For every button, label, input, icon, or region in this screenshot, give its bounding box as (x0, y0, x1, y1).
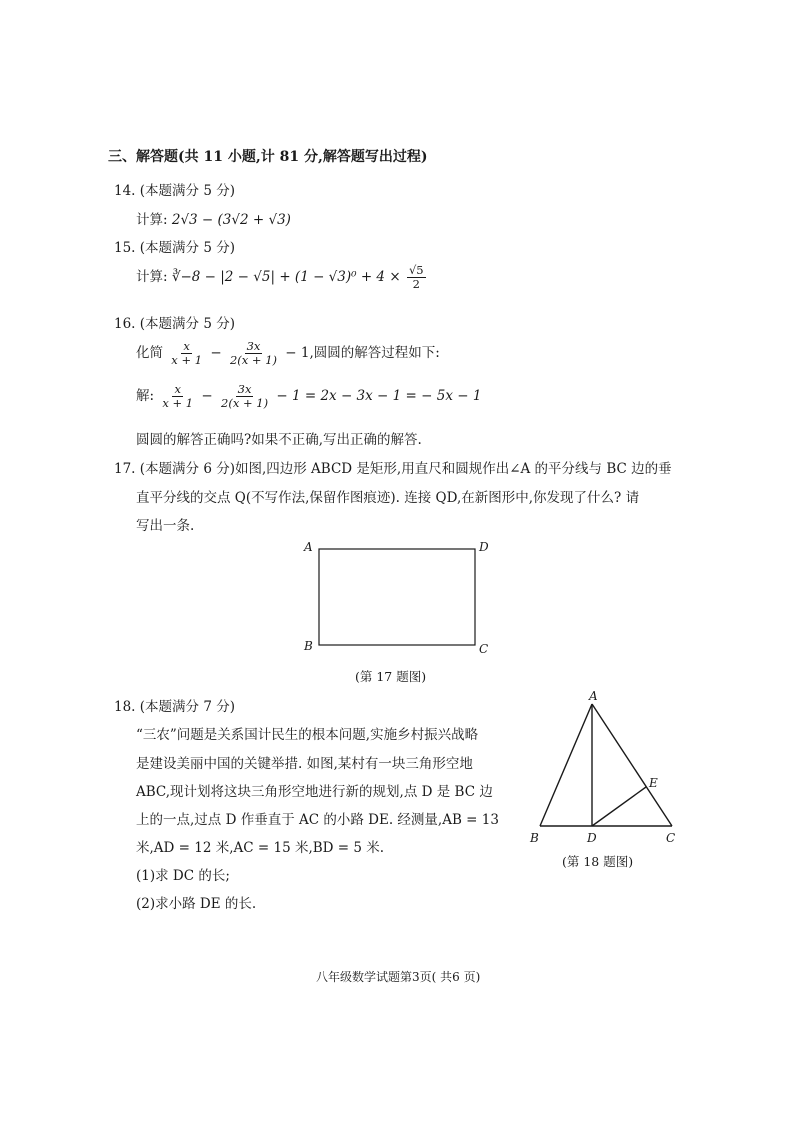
q18-vertex-e: E (649, 776, 658, 790)
q16-s2-denominator: 2(x + 1) (221, 396, 269, 410)
q15-expression-line (136, 264, 428, 291)
q18-line-5: 米,AD = 12 米,AC = 15 米,BD = 5 米. (136, 840, 385, 856)
q17-line-2: 直平分线的交点 Q(不写作法,保留作图痕迹). 连接 QD,在新图形中,你发现了什么? 请 (136, 490, 640, 506)
q16-fraction-1 (169, 340, 204, 367)
q16-tail: − 1,圆圆的解答过程如下: (285, 345, 440, 361)
q16-solution-fraction-1 (160, 383, 195, 410)
q16-s1-denominator: x + 1 (162, 396, 194, 410)
q16-f2-denominator: 2(x + 1) (229, 353, 277, 367)
q18-caption: (第 18 题图) (562, 854, 634, 869)
q16-f2-numerator: 3x (246, 339, 261, 353)
q14-heading: 14. (本题满分 5 分) (114, 183, 235, 199)
q14-expression: 2√3 − (3√2 + √3) (171, 212, 291, 228)
q14-label: 计算: (136, 212, 168, 228)
q16-f1-numerator: x (183, 339, 190, 353)
q17-vertex-b: B (304, 639, 313, 653)
q16-minus: − (210, 345, 222, 361)
q16-f1-denominator: x + 1 (171, 353, 203, 367)
q16-simplify-line (136, 340, 440, 367)
q18-line-4: 上的一点,过点 D 作垂直于 AC 的小路 DE. 经测量,AB = 13 (136, 812, 499, 828)
q15-expression: ∛−8 − |2 − √5| + (1 − √3)⁰ + 4 × (171, 269, 401, 285)
q15-heading: 15. (本题满分 5 分) (114, 240, 235, 256)
q16-solution-label: 解: (136, 388, 155, 404)
q17-vertex-d: D (479, 540, 489, 554)
q17-rectangle-figure (300, 536, 500, 660)
q16-simplify-label: 化简 (136, 345, 163, 361)
q15-label: 计算: (136, 269, 168, 285)
q17-vertex-a: A (304, 540, 313, 554)
q18-side-ac (592, 704, 672, 826)
q18-heading: 18. (本题满分 7 分) (114, 699, 235, 715)
q17-rectangle-abcd (319, 549, 475, 645)
q16-fraction-2 (228, 340, 279, 367)
q18-line-3: ABC,现计划将这块三角形空地进行新的规划,点 D 是 BC 边 (136, 784, 493, 800)
q17-line-3: 写出一条. (136, 518, 195, 534)
q16-solution-fraction-2 (219, 383, 270, 410)
q18-vertex-b: B (530, 831, 539, 845)
q16-solution-minus: − (201, 388, 213, 404)
q16-heading: 16. (本题满分 5 分) (114, 316, 235, 332)
q16-question: 圆圆的解答正确吗?如果不正确,写出正确的解答. (136, 432, 422, 448)
q17-line-1: 17. (本题满分 6 分)如图,四边形 ABCD 是矩形,用直尺和圆规作出∠A 的平分线与 BC 边的垂 (114, 461, 672, 477)
q16-s1-numerator: x (174, 382, 181, 396)
q17-caption: (第 17 题图) (355, 669, 427, 684)
q16-solution-line (136, 383, 481, 410)
q18-vertex-c: C (666, 831, 676, 845)
q15-frac-numerator: √5 (408, 263, 424, 277)
q15-frac-denominator: 2 (412, 277, 420, 291)
q18-vertex-a: A (589, 690, 598, 703)
page-footer: 八年级数学试题第3页( 共6 页) (316, 970, 481, 984)
q16-solution-tail: − 1 = 2x − 3x − 1 = − 5x − 1 (276, 388, 482, 404)
q18-path-de (592, 787, 646, 826)
q15-fraction (407, 264, 426, 291)
q16-s2-numerator: 3x (237, 382, 252, 396)
q14-expression-line (136, 208, 291, 228)
q18-line-2: 是建设美丽中国的关键举措. 如图,某村有一块三角形空地 (136, 756, 473, 772)
q18-triangle-figure (526, 690, 686, 850)
q18-part-2: (2)求小路 DE 的长. (136, 896, 257, 912)
section-title: 三、解答题(共 11 小题,计 81 分,解答题写出过程) (108, 149, 428, 165)
q18-part-1: (1)求 DC 的长; (136, 868, 230, 884)
q18-vertex-d: D (587, 831, 597, 845)
q18-side-ab (540, 704, 592, 826)
q17-vertex-c: C (479, 642, 489, 656)
q18-line-1: “三农”问题是关系国计民生的根本问题,实施乡村振兴战略 (136, 727, 479, 743)
